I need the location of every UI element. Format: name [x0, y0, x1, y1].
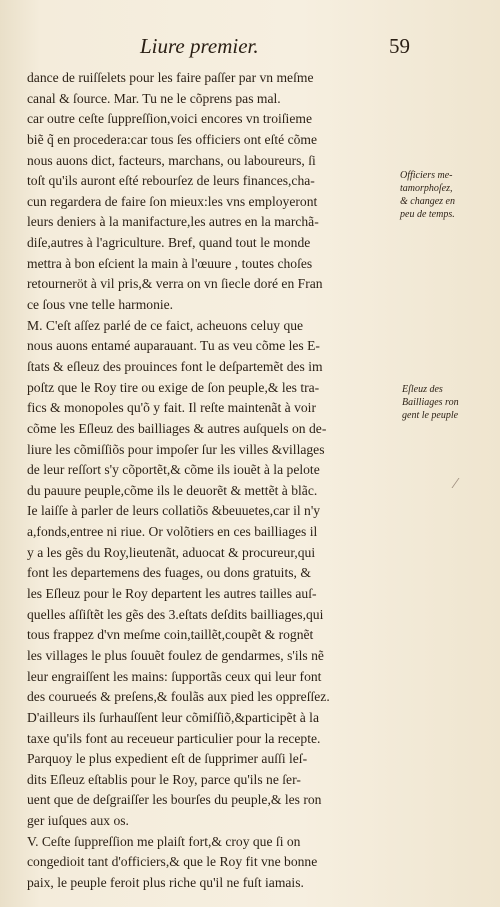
text-line: les Eſleuz pour le Roy departent les autres tailles auſ- [27, 586, 317, 602]
margin-note-line: peu de temps. [400, 209, 455, 220]
text-line: Parquoy le plus expedient eſt de ſupprimer auſſi leſ- [27, 751, 308, 767]
text-line: V. Ceſte ſuppreſſion me plaiſt fort,& croy que ſi on [27, 833, 301, 849]
margin-note-officiers [400, 169, 455, 221]
text-line: canal & ſource. Mar. Tu ne le cõprens pas mal. [27, 90, 281, 106]
text-line: dits Eſleuz eſtablis pour le Roy, parce qu'ils ne ſer- [27, 771, 301, 787]
text-line: leurs deniers à la manifacture,les autres en la marchã- [27, 214, 319, 230]
text-line: taxe qu'ils font au receueur particulier pour la recepte. [27, 730, 321, 746]
text-line: uent que de deſgraiſſer les bourſes du peuple,& les ron [27, 792, 322, 808]
ink-mark [451, 478, 467, 488]
text-line: y a les gẽs du Roy,lieutenãt, aduocat & procureur,qui [27, 544, 316, 560]
running-title: Liure premier. [140, 34, 259, 58]
running-header [140, 34, 410, 59]
text-line: des courueés & preſens,& foulãs aux pied les oppreſſez. [27, 689, 330, 705]
text-line: D'ailleurs ils ſurhauſſent leur cõmiſſiõ,&participẽt à la [27, 709, 319, 725]
text-line: dance de ruiſſelets pour les faire paſſer par vn meſme [27, 70, 314, 85]
text-line: font les departemens des fuages, ou dons gratuits, & [27, 565, 311, 581]
page-number: 59 [389, 34, 410, 58]
text-line: a,fonds,entree ni riue. Or volõtiers en ces bailliages il [27, 524, 318, 540]
text-line: liure les cõmiſſiõs pour impoſer ſur les villes &villages [27, 441, 325, 457]
text-line: les villages le plus ſouuẽt foulez de gendarmes, s'ils nẽ [27, 647, 324, 663]
text-line: ce ſous vne telle harmonie. [27, 297, 174, 313]
margin-note-line: Officiers me- [400, 170, 453, 181]
margin-note-esleuz [402, 383, 459, 422]
text-line: biẽ q̃ en procedera:car tous ſes officiers ont eſté cõme [27, 131, 318, 147]
text-line: tous frappez d'vn meſme coin,taillẽt,coupẽt & rognẽt [27, 627, 314, 643]
text-line: nous auons entamé auparauant. Tu as veu cõme les E- [27, 338, 320, 354]
margin-note-line: gent le peuple [402, 410, 459, 421]
text-line: cõme les Eſleuz des bailliages & autres auſquels on de- [27, 420, 327, 436]
text-line: paix, le peuple feroit plus riche qu'il ne fuſt iamais. [27, 874, 304, 890]
text-line: Ie laiſſe à parler de leurs collatiõs &beuuetes,car il n'y [27, 503, 321, 519]
text-line: diſe,autres à l'agriculture. Bref, quand tout le monde [27, 235, 311, 251]
text-line: toſt qu'ils auront eſté rebourſez de leurs finances,cha- [27, 173, 315, 189]
text-line: fics & monopoles qu'õ y fait. Il reſte maintenãt à voir [27, 400, 316, 416]
text-line: poſtz que le Roy tire ou exige de ſon peuple,& les tra- [27, 379, 320, 395]
text-line: cun regardera de faire ſon mieux:les vns employeront [27, 193, 318, 209]
text-line: M. C'eſt aſſez parlé de ce faict, acheuons celuy que [27, 317, 304, 333]
text-line: nous auons dict, facteurs, marchans, ou laboureurs, ſi [27, 152, 316, 168]
text-line: quelles aſſiſtẽt les gẽs des 3.eſtats deſdits bailliages,qui [27, 606, 324, 622]
margin-note-line: Bailliages ron [402, 397, 459, 408]
text-line: leur engraiſſent les mains: ſupportãs ceux qui leur font [27, 668, 322, 684]
text-line: du pauure peuple,cõme ils le deuorẽt & mettẽt à blãc. [27, 482, 318, 498]
margin-note-line: Eſleuz des [402, 384, 443, 395]
text-line: ſtats & eſleuz des prouinces font le deſpartemẽt des im [27, 358, 323, 374]
text-line: de leur reſſort s'y cõportẽt,& cõme ils iouẽt à la pelote [27, 462, 320, 478]
text-line: congedioit tant d'officiers,& que le Roy fit vne bonne [27, 854, 318, 870]
text-line: car outre ceſte ſuppreſſion,voici encores vn troiſieme [27, 111, 312, 127]
text-line: mettra à bon eſcient la main à l'œuure , toutes choſes [27, 255, 313, 271]
margin-note-line: & changez en [400, 196, 455, 207]
main-text-block [27, 68, 407, 894]
text-line: retourneröt à vil pris,& verra on vn ſiecle doré en Fran [27, 276, 323, 292]
margin-note-line: tamorphoſez, [400, 183, 453, 194]
text-line: ger iuſques aux os. [27, 813, 129, 829]
